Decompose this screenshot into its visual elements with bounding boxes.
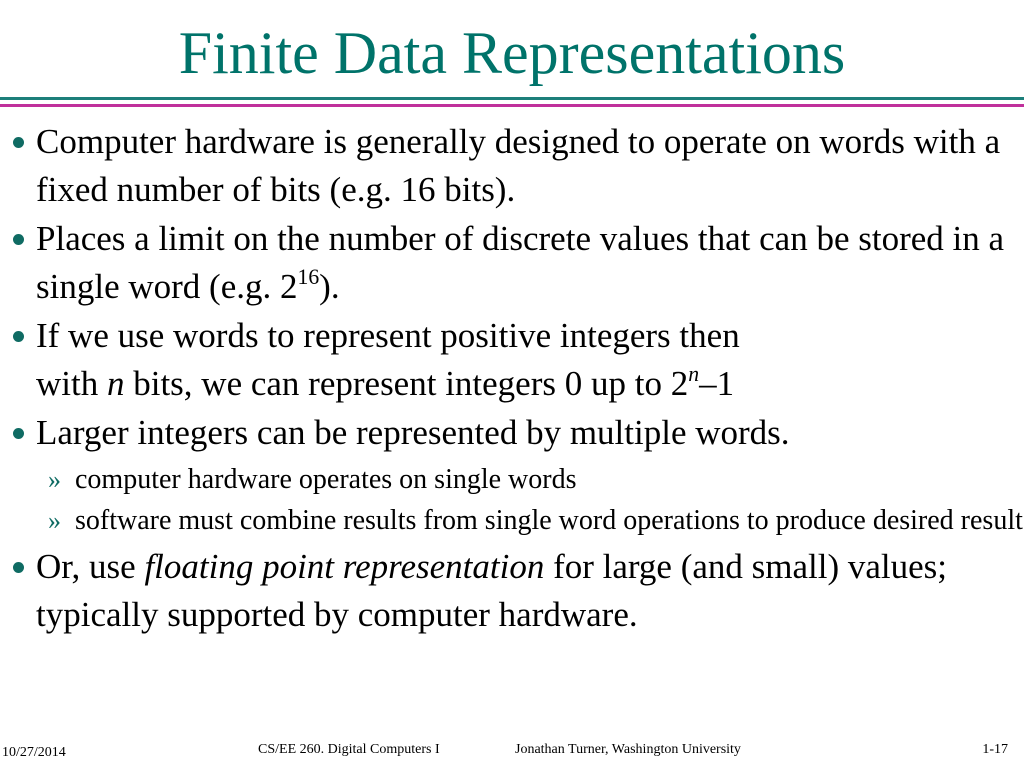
sub-item	[0, 500, 1024, 541]
footer-course: CS/EE 260. Digital Computers I	[258, 742, 440, 757]
bullet-text-end: ).	[319, 267, 340, 306]
bullet-list	[0, 118, 1024, 640]
bullet-dot-icon	[13, 562, 24, 573]
bullet-text: Larger integers can be represented by multiple words.	[36, 413, 790, 452]
bullet-text: Or, use	[36, 547, 145, 586]
bullet-dot-icon	[13, 331, 24, 342]
emphasis: floating point representation	[144, 547, 545, 586]
bullet-text: If we use words to represent positive integers then	[36, 316, 740, 355]
bullet-item	[0, 215, 1024, 311]
bullet-dot-icon	[13, 137, 24, 148]
variable-n: n	[106, 364, 125, 403]
slide-title: Finite Data Representations	[178, 20, 846, 86]
bullet-dot-icon	[13, 428, 24, 439]
footer-page-number: 1-17	[982, 742, 1008, 757]
sub-item	[0, 459, 1024, 500]
bullet-text-mid: bits, we can represent integers 0 up to 2	[124, 364, 689, 403]
sub-marker-icon: »	[48, 506, 61, 535]
sub-text: computer hardware operates on single words	[75, 464, 577, 495]
bullet-text: Places a limit on the number of discrete values that can be stored in a single word (e.g. 2	[36, 219, 1005, 306]
bullet-item	[0, 312, 1024, 408]
sub-text: software must combine results from single word operations to produce desired result	[75, 505, 1023, 536]
bullet-item	[0, 118, 1024, 214]
exponent: n	[688, 362, 700, 387]
bullet-item	[0, 543, 1024, 639]
sub-marker-icon: »	[48, 465, 61, 494]
exponent: 16	[297, 265, 320, 290]
bullet-item	[0, 409, 1024, 457]
title-divider-top	[0, 97, 1024, 100]
bullet-dot-icon	[13, 234, 24, 245]
bullet-text: Computer hardware is generally designed to operate on words with a fixed number of bits (e.g. 16 bits).	[36, 122, 1001, 209]
title-divider-bottom	[0, 104, 1024, 107]
sub-list	[0, 459, 1024, 541]
bullet-text-end: for large (and small) values; typically supported by computer hardware.	[36, 547, 948, 634]
footer-date: 10/27/2014	[2, 745, 66, 760]
bullet-text-line2: with	[36, 364, 107, 403]
bullet-text-end: –1	[699, 364, 735, 403]
footer-author: Jonathan Turner, Washington University	[515, 742, 741, 757]
